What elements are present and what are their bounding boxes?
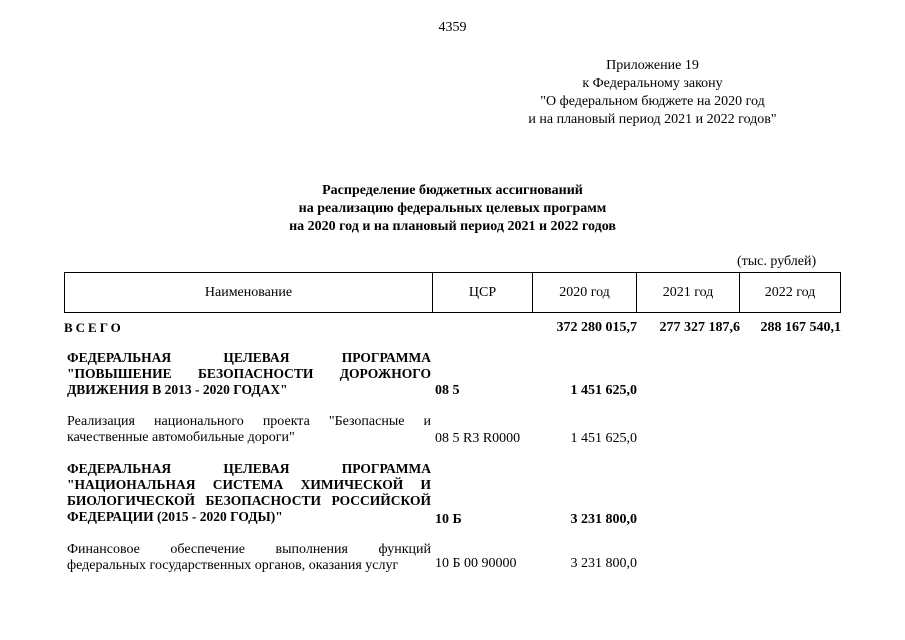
total-2020: 372 280 015,7 [556,320,637,335]
table-row-csr: 10 Б 00 90000 [435,556,517,571]
table-row-csr: 08 5 R3 R0000 [435,431,521,446]
table-row-name: ФЕДЕРАЛЬНАЯ ЦЕЛЕВАЯ ПРОГРАММА "ПОВЫШЕНИЕ БЕЗОПАСНОСТИ ДОРОЖНОГО ДВИЖЕНИЯ В 2013 - 2020 ГОДАХ" [67,350,431,397]
appendix-line: "О федеральном бюджете на 2020 год [540,94,765,109]
header-2020: 2020 год [533,273,637,312]
appendix-line: Приложение 19 [606,58,699,73]
header-2022: 2022 год [764,284,816,300]
title-line: на 2020 год и на плановый период 2021 и 2022 годов [289,219,616,234]
header-2021: 2021 год [637,273,740,312]
appendix-line: к Федеральному закону [582,76,723,91]
total-2021: 277 327 187,6 [659,320,740,335]
title-line: Распределение бюджетных ассигнований [322,183,583,198]
total-2022: 288 167 540,1 [760,320,841,335]
header-name: Наименование [65,273,433,312]
total-label: ВСЕГО [64,320,124,335]
header-csr: ЦСР [433,273,533,312]
table-row-name: ФЕДЕРАЛЬНАЯ ЦЕЛЕВАЯ ПРОГРАММА "НАЦИОНАЛЬНАЯ СИСТЕМА ХИМИЧЕСКОЙ И БИОЛОГИЧЕСКОЙ БЕЗОПАСНОСТИ РОССИЙСКОЙ ФЕДЕРАЦИИ (2015 - 2020 ГОДЫ)" [67,461,431,524]
table-row-2020: 3 231 800,0 [570,556,637,571]
table-row-name: Финансовое обеспечение выполнения функций федеральных государственных органов, оказания услуг [67,542,431,573]
appendix-header [520,57,785,129]
table-row-name: Реализация национального проекта "Безопасные и качественные автомобильные дороги" [67,414,431,445]
unit-label: (тыс. рублей) [737,254,817,269]
document-title [200,182,705,236]
appendix-line: и на плановый период 2021 и 2022 годов" [528,112,777,127]
page-number: 4359 [438,20,467,35]
table-header [64,272,841,313]
title-line: на реализацию федеральных целевых программ [298,201,607,216]
table-row-csr: 10 Б [435,512,462,527]
table-row-2020: 1 451 625,0 [570,431,637,446]
table-row-2020: 3 231 800,0 [570,512,637,527]
table-row-2020: 1 451 625,0 [570,383,637,398]
table-row-csr: 08 5 [435,383,460,398]
